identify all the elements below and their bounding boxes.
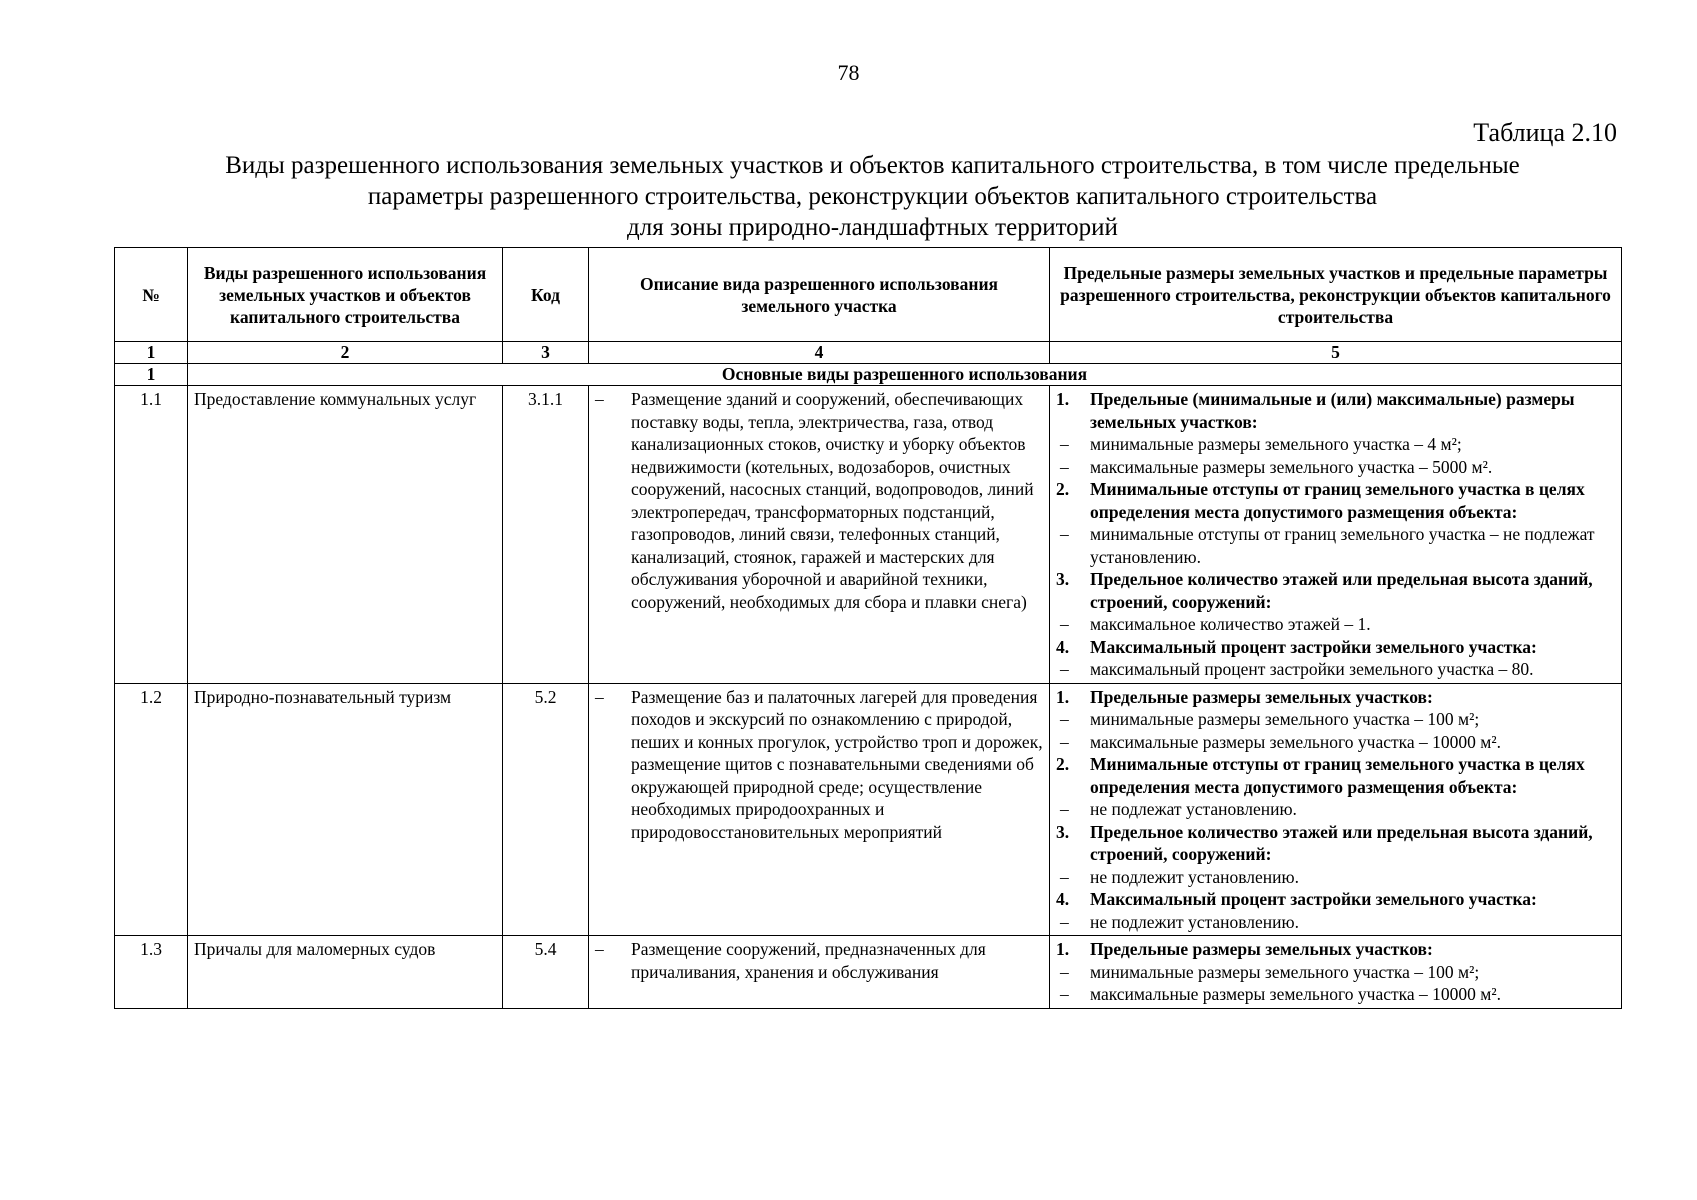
row-kind: Причалы для маломерных судов xyxy=(188,936,503,1009)
param-text: максимальное количество этажей – 1. xyxy=(1090,614,1371,634)
param-heading xyxy=(1056,686,1615,709)
description-dash: – xyxy=(595,686,604,707)
header-params: Предельные размеры земельных участков и предельные параметры разрешенного строительства, реконструкции объектов капитального строительства xyxy=(1050,248,1622,342)
row-description xyxy=(589,683,1050,936)
row-description xyxy=(589,936,1050,1009)
row-params xyxy=(1050,936,1622,1009)
param-heading xyxy=(1056,821,1615,866)
param-mark: – xyxy=(1060,984,1069,1004)
param-mark: – xyxy=(1060,731,1069,752)
description-text: Размещение сооружений, предназначенных для причаливания, хранения и обслуживания xyxy=(631,939,986,982)
description-dash: – xyxy=(595,939,604,959)
param-text: Максимальный процент застройки земельного участка: xyxy=(1090,636,1537,657)
param-mark: – xyxy=(1060,456,1069,477)
param-value xyxy=(1056,866,1615,889)
param-mark: 4. xyxy=(1056,636,1070,657)
table-title xyxy=(100,150,1645,243)
row-params xyxy=(1050,683,1622,936)
param-text: Предельные (минимальные и (или) максимальные) размеры земельных участков: xyxy=(1090,389,1575,432)
description-item xyxy=(595,686,1043,844)
param-mark: – xyxy=(1060,524,1069,544)
row-number: 1.3 xyxy=(115,936,188,1009)
title-line: Виды разрешенного использования земельных участков и объектов капитального строительства, в том числе предельные xyxy=(225,152,1520,179)
description-item xyxy=(595,388,1043,613)
param-text: максимальные размеры земельного участка – 10000 м². xyxy=(1090,731,1501,752)
row-kind: Предоставление коммунальных услуг xyxy=(188,386,503,684)
param-text: Минимальные отступы от границ земельного участка в целях определения места допустимого размещения объекта: xyxy=(1090,479,1585,522)
row-kind: Природно-познавательный туризм xyxy=(188,683,503,936)
param-value xyxy=(1056,798,1615,821)
title-line: для зоны природно-ландшафтных территорий xyxy=(627,214,1118,241)
header-code: Код xyxy=(503,248,589,342)
param-text: максимальный процент застройки земельного участка – 80. xyxy=(1090,659,1534,679)
param-value xyxy=(1056,433,1615,456)
param-text: Предельное количество этажей или предельная высота зданий, строений, сооружений: xyxy=(1090,569,1593,612)
title-line: параметры разрешенного строительства, реконструкции объектов капитального строительства xyxy=(367,183,1378,210)
param-mark: 2. xyxy=(1056,754,1070,774)
param-mark: 1. xyxy=(1056,389,1070,409)
column-numbers-row xyxy=(115,342,1622,364)
row-number: 1.2 xyxy=(115,683,188,936)
param-value xyxy=(1056,961,1615,984)
table-row xyxy=(115,386,1622,684)
param-text: минимальные размеры земельного участка – 4 м²; xyxy=(1090,434,1462,454)
param-text: Минимальные отступы от границ земельного участка в целях определения места допустимого размещения объекта: xyxy=(1090,754,1585,797)
param-text: Предельные размеры земельных участков: xyxy=(1090,939,1433,959)
table-row xyxy=(115,936,1622,1009)
param-mark: – xyxy=(1060,866,1069,887)
header-description: Описание вида разрешенного использования земельного участка xyxy=(589,248,1050,342)
row-params xyxy=(1050,386,1622,684)
param-mark: – xyxy=(1060,614,1069,634)
param-mark: 1. xyxy=(1056,686,1070,707)
land-use-table xyxy=(114,247,1622,1009)
description-dash: – xyxy=(595,389,604,409)
param-heading xyxy=(1056,388,1615,433)
param-value xyxy=(1056,523,1615,568)
param-value xyxy=(1056,708,1615,731)
param-mark: 1. xyxy=(1056,939,1070,959)
param-text: Максимальный процент застройки земельного участка: xyxy=(1090,889,1537,909)
description-text: Размещение баз и палаточных лагерей для проведения походов и экскурсий по ознакомлению с природой, пеших и конных прогулок, устройство троп и дорожек, размещение щитов с познавательными сведениями об окружающей природной среде; осуществление необходимых природоохранных и природовосстановительных мероприятий xyxy=(631,686,1043,842)
param-heading xyxy=(1056,568,1615,613)
param-mark: 4. xyxy=(1056,889,1070,909)
column-number: 4 xyxy=(589,342,1050,364)
column-number: 5 xyxy=(1050,342,1622,364)
description-text: Размещение зданий и сооружений, обеспечивающих поставку воды, тепла, электричества, газа, отвод канализационных стоков, очистку и уборку объектов недвижимости (котельных, водозаборов, очистных сооружений, насосных станций, водопроводов, линий электропередач, трансформаторных подстанций, газопроводов, линий связи, телефонных станций, канализаций, стоянок, гаражей и мастерских для обслуживания уборочной и аварийной техники, сооружений, необходимых для сбора и плавки снега) xyxy=(631,389,1034,612)
param-value xyxy=(1056,911,1615,934)
param-heading xyxy=(1056,636,1615,659)
description-item xyxy=(595,938,1043,983)
param-text: Предельное количество этажей или предельная высота зданий, строений, сооружений: xyxy=(1090,821,1593,864)
row-number: 1.1 xyxy=(115,386,188,684)
section-title: Основные виды разрешенного использования xyxy=(188,364,1622,386)
param-mark: – xyxy=(1060,434,1069,454)
column-number: 3 xyxy=(503,342,589,364)
param-heading xyxy=(1056,753,1615,798)
param-mark: – xyxy=(1060,911,1069,932)
param-text: минимальные размеры земельного участка – 100 м²; xyxy=(1090,961,1480,982)
param-text: минимальные отступы от границ земельного участка – не подлежат установлению. xyxy=(1090,524,1595,567)
param-text: Предельные размеры земельных участков: xyxy=(1090,686,1433,707)
column-number: 2 xyxy=(188,342,503,364)
row-code: 5.4 xyxy=(503,936,589,1009)
param-mark: 2. xyxy=(1056,479,1070,499)
header-no: № xyxy=(115,248,188,342)
param-heading xyxy=(1056,478,1615,523)
param-mark: – xyxy=(1060,659,1069,679)
page-number: 78 xyxy=(837,60,860,85)
row-code: 5.2 xyxy=(503,683,589,936)
table-label: Таблица 2.10 xyxy=(1473,118,1617,147)
param-mark: – xyxy=(1060,709,1069,729)
param-mark: – xyxy=(1060,799,1069,819)
section-number: 1 xyxy=(115,364,188,386)
row-description xyxy=(589,386,1050,684)
param-text: не подлежат установлению. xyxy=(1090,799,1297,819)
param-value xyxy=(1056,456,1615,479)
param-mark: 3. xyxy=(1056,821,1070,842)
column-number: 1 xyxy=(115,342,188,364)
param-value xyxy=(1056,613,1615,636)
row-code: 3.1.1 xyxy=(503,386,589,684)
param-text: не подлежит установлению. xyxy=(1090,911,1299,932)
param-text: максимальные размеры земельного участка – 5000 м². xyxy=(1090,456,1493,477)
param-text: не подлежит установлению. xyxy=(1090,866,1299,887)
table-row xyxy=(115,683,1622,936)
param-value xyxy=(1056,983,1615,1006)
param-heading xyxy=(1056,888,1615,911)
param-heading xyxy=(1056,938,1615,961)
header-kind: Виды разрешенного использования земельных участков и объектов капитального строительства xyxy=(188,248,503,342)
param-mark: 3. xyxy=(1056,569,1070,589)
section-row xyxy=(115,364,1622,386)
param-mark: – xyxy=(1060,961,1069,982)
param-value xyxy=(1056,731,1615,754)
param-text: максимальные размеры земельного участка – 10000 м². xyxy=(1090,984,1501,1004)
param-value xyxy=(1056,658,1615,681)
param-text: минимальные размеры земельного участка – 100 м²; xyxy=(1090,709,1480,729)
